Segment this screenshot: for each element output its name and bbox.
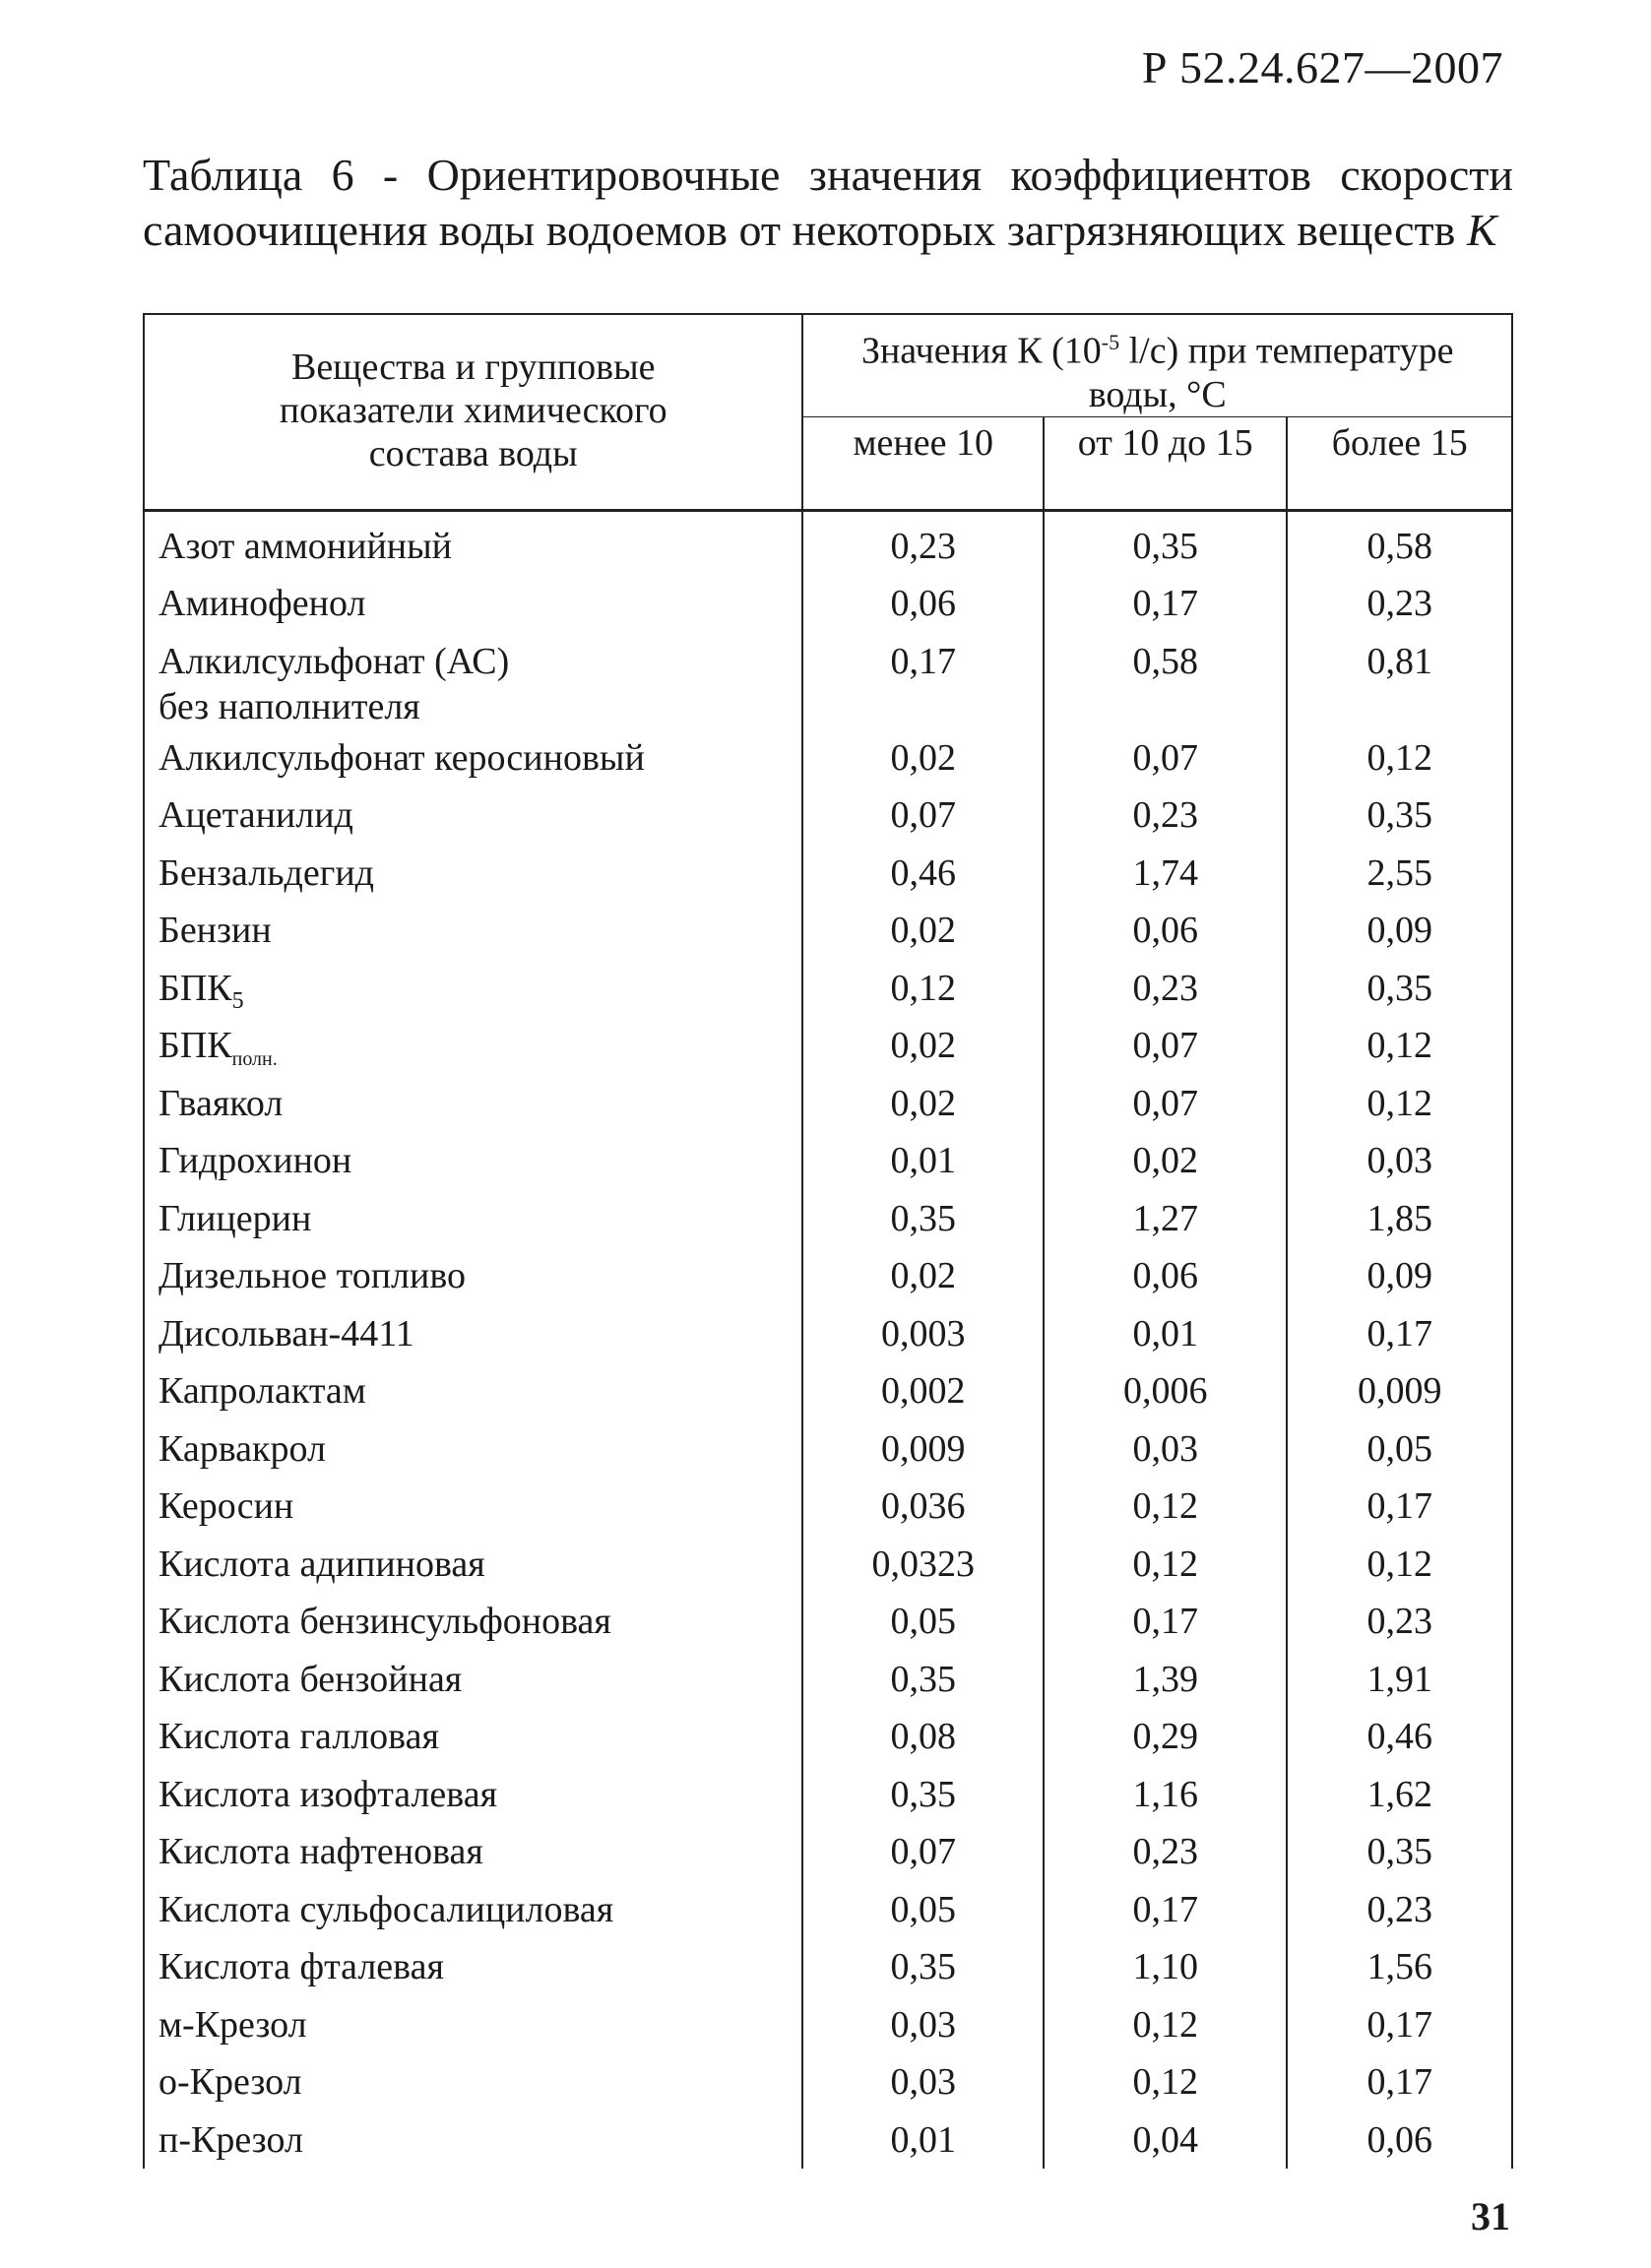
- value-below-10: 0,35: [802, 1766, 1044, 1824]
- value-above-15: 1,56: [1287, 1938, 1512, 1996]
- group-header-line-2: воды, °С: [1088, 373, 1227, 415]
- column-header-below-10: менее 10: [802, 416, 1044, 510]
- substance-name-text: Азот аммонийный: [159, 525, 453, 567]
- table-row: [144, 1305, 1512, 1363]
- table-row: [144, 1938, 1512, 1996]
- substance-name-subscript: полн.: [231, 1048, 278, 1071]
- value-below-10: 0,02: [802, 1247, 1044, 1305]
- substance-name: [144, 2111, 802, 2170]
- value-10-to-15: 0,12: [1044, 1536, 1287, 1594]
- value-above-15: 0,17: [1287, 1478, 1512, 1536]
- substance-name: [144, 633, 802, 729]
- substance-name-text: п-Крезол: [159, 2118, 303, 2161]
- value-below-10: 0,02: [802, 1075, 1044, 1133]
- value-below-10: 0,02: [802, 902, 1044, 960]
- value-10-to-15: 0,07: [1044, 1017, 1287, 1075]
- value-below-10: 0,002: [802, 1362, 1044, 1420]
- value-below-10: 0,05: [802, 1881, 1044, 1939]
- table-row: [144, 1823, 1512, 1881]
- value-10-to-15: 0,07: [1044, 729, 1287, 788]
- substance-name-text: Кислота изофталевая: [159, 1773, 498, 1815]
- value-10-to-15: 0,07: [1044, 1075, 1287, 1133]
- substance-name-text: Алкилсульфонат керосиновый: [159, 736, 645, 779]
- table-row: [144, 960, 1512, 1018]
- value-10-to-15: 0,12: [1044, 2053, 1287, 2111]
- table-row: [144, 1593, 1512, 1651]
- substance-name: [144, 1996, 802, 2054]
- document-code: Р 52.24.627—2007: [1141, 42, 1503, 93]
- value-above-15: 0,009: [1287, 1362, 1512, 1420]
- substance-name: [144, 1305, 802, 1363]
- value-10-to-15: 1,27: [1044, 1190, 1287, 1248]
- substance-name: [144, 787, 802, 845]
- substance-name-text: Кислота адипиновая: [159, 1543, 485, 1585]
- table-row: [144, 1766, 1512, 1824]
- substance-header-line-3: состава воды: [368, 433, 578, 475]
- group-header-text: Значения К (10: [860, 330, 1102, 372]
- substance-name-text: Аминофенол: [159, 583, 366, 625]
- value-below-10: 0,07: [802, 1823, 1044, 1881]
- value-10-to-15: 0,03: [1044, 1420, 1287, 1479]
- value-above-15: 0,35: [1287, 1823, 1512, 1881]
- value-below-10: 0,23: [802, 510, 1044, 575]
- table-row: [144, 902, 1512, 960]
- value-above-15: 1,85: [1287, 1190, 1512, 1248]
- substance-name-text: Гидрохинон: [159, 1140, 352, 1182]
- substance-name: [144, 1075, 802, 1133]
- value-above-15: 0,09: [1287, 1247, 1512, 1305]
- value-10-to-15: 0,12: [1044, 1996, 1287, 2054]
- value-above-15: 2,55: [1287, 845, 1512, 903]
- value-below-10: 0,08: [802, 1708, 1044, 1766]
- value-above-15: 0,12: [1287, 1017, 1512, 1075]
- value-10-to-15: 0,006: [1044, 1362, 1287, 1420]
- substance-name-text: Кислота бензойная: [159, 1658, 463, 1700]
- substance-name: [144, 510, 802, 575]
- table-row: [144, 2053, 1512, 2111]
- value-below-10: 0,02: [802, 729, 1044, 788]
- value-below-10: 0,02: [802, 1017, 1044, 1075]
- substance-name-text: Дисольван-4411: [159, 1312, 414, 1354]
- substance-name: [144, 729, 802, 788]
- table-row: [144, 729, 1512, 788]
- substance-name-text: м-Крезол: [159, 2003, 307, 2046]
- caption-symbol: K: [1466, 205, 1497, 255]
- value-10-to-15: 0,23: [1044, 960, 1287, 1018]
- value-below-10: 0,46: [802, 845, 1044, 903]
- value-below-10: 0,07: [802, 787, 1044, 845]
- value-10-to-15: 0,17: [1044, 1593, 1287, 1651]
- substance-name: [144, 1536, 802, 1594]
- values-group-header: [802, 314, 1512, 416]
- value-10-to-15: 0,17: [1044, 1881, 1287, 1939]
- value-above-15: 0,23: [1287, 1593, 1512, 1651]
- substance-name: [144, 960, 802, 1018]
- value-above-15: 0,12: [1287, 729, 1512, 788]
- value-10-to-15: 0,01: [1044, 1305, 1287, 1363]
- substance-name-text: Кислота галловая: [159, 1716, 439, 1758]
- value-above-15: 1,62: [1287, 1766, 1512, 1824]
- table-row: [144, 1075, 1512, 1133]
- value-10-to-15: 1,39: [1044, 1651, 1287, 1709]
- table-row: [144, 1881, 1512, 1939]
- table-row: [144, 1247, 1512, 1305]
- table-row: [144, 633, 1512, 729]
- value-below-10: 0,009: [802, 1420, 1044, 1479]
- value-10-to-15: 0,04: [1044, 2111, 1287, 2170]
- value-10-to-15: 0,12: [1044, 1478, 1287, 1536]
- substance-column-header: [144, 314, 802, 510]
- value-above-15: 0,12: [1287, 1536, 1512, 1594]
- substance-name-text: Бензин: [159, 910, 272, 952]
- value-10-to-15: 1,16: [1044, 1766, 1287, 1824]
- substance-name: [144, 1132, 802, 1190]
- substance-name-text: Карвакрол: [159, 1427, 326, 1470]
- value-above-15: 0,35: [1287, 787, 1512, 845]
- column-header-above-15: более 15: [1287, 416, 1512, 510]
- substance-name: [144, 1651, 802, 1709]
- substance-name-text: Керосин: [159, 1485, 294, 1528]
- value-below-10: 0,03: [802, 2053, 1044, 2111]
- value-above-15: 0,12: [1287, 1075, 1512, 1133]
- substance-name-text: Дизельное топливо: [159, 1255, 467, 1297]
- substance-name-text: Кислота бензинсульфоновая: [159, 1601, 611, 1643]
- table-row: [144, 1478, 1512, 1536]
- value-above-15: 0,17: [1287, 1305, 1512, 1363]
- table-row: [144, 1017, 1512, 1075]
- value-10-to-15: 0,17: [1044, 575, 1287, 633]
- substance-name: [144, 1938, 802, 1996]
- substance-name: [144, 1766, 802, 1824]
- substance-header-line-2: показатели химического: [279, 390, 667, 432]
- value-above-15: 0,23: [1287, 575, 1512, 633]
- value-above-15: 0,35: [1287, 960, 1512, 1018]
- value-below-10: 0,35: [802, 1190, 1044, 1248]
- table-row: [144, 1536, 1512, 1594]
- substance-name-text: Кислота сульфосалициловая: [159, 1888, 614, 1930]
- value-above-15: 0,17: [1287, 1996, 1512, 2054]
- substance-name: [144, 1420, 802, 1479]
- substance-name-text: Кислота нафтеновая: [159, 1831, 483, 1873]
- table-row: [144, 845, 1512, 903]
- column-header-10-to-15: от 10 до 15: [1044, 416, 1287, 510]
- value-below-10: 0,12: [802, 960, 1044, 1018]
- caption-line-2: [143, 203, 1513, 258]
- substance-name-line-2: без наполнителя: [159, 685, 420, 727]
- substance-name: [144, 1017, 802, 1075]
- value-10-to-15: 0,58: [1044, 633, 1287, 729]
- substance-name: [144, 2053, 802, 2111]
- value-above-15: 0,03: [1287, 1132, 1512, 1190]
- value-below-10: 0,036: [802, 1478, 1044, 1536]
- coefficients-table: [143, 313, 1513, 2169]
- table-row: [144, 1996, 1512, 2054]
- caption-line-2-text: самоочищения воды водоемов от некоторых загрязняющих веществ: [143, 205, 1456, 255]
- table-row: [144, 1190, 1512, 1248]
- value-below-10: 0,0323: [802, 1536, 1044, 1594]
- substance-name: [144, 1708, 802, 1766]
- table-caption: [143, 148, 1513, 258]
- value-10-to-15: 0,23: [1044, 787, 1287, 845]
- table-row: [144, 2111, 1512, 2170]
- substance-name-text: Кислота фталевая: [159, 1946, 444, 1988]
- substance-name-subscript: 5: [231, 987, 244, 1014]
- substance-name-text: Глицерин: [159, 1197, 312, 1239]
- value-above-15: 1,91: [1287, 1651, 1512, 1709]
- value-above-15: 0,81: [1287, 633, 1512, 729]
- value-10-to-15: 1,74: [1044, 845, 1287, 903]
- group-header-text-rest: l/с) при температуре: [1119, 330, 1454, 372]
- substance-name: [144, 1881, 802, 1939]
- substance-name: [144, 1247, 802, 1305]
- caption-line-1: Таблица 6 - Ориентировочные значения коэффициентов скорости: [143, 150, 1513, 200]
- substance-name: [144, 845, 802, 903]
- value-10-to-15: 0,35: [1044, 510, 1287, 575]
- value-below-10: 0,06: [802, 575, 1044, 633]
- value-below-10: 0,01: [802, 2111, 1044, 2170]
- value-below-10: 0,003: [802, 1305, 1044, 1363]
- table-row: [144, 575, 1512, 633]
- table-row: [144, 1651, 1512, 1709]
- value-below-10: 0,17: [802, 633, 1044, 729]
- page-number: 31: [1471, 2194, 1510, 2238]
- value-above-15: 0,58: [1287, 510, 1512, 575]
- substance-name: [144, 1478, 802, 1536]
- value-10-to-15: 0,02: [1044, 1132, 1287, 1190]
- substance-name: [144, 1593, 802, 1651]
- value-below-10: 0,03: [802, 1996, 1044, 2054]
- value-below-10: 0,01: [802, 1132, 1044, 1190]
- table-row: [144, 510, 1512, 575]
- value-10-to-15: 1,10: [1044, 1938, 1287, 1996]
- value-above-15: 0,06: [1287, 2111, 1512, 2170]
- substance-name: [144, 1823, 802, 1881]
- value-10-to-15: 0,06: [1044, 1247, 1287, 1305]
- substance-name-text: Ацетанилид: [159, 794, 353, 837]
- value-below-10: 0,05: [802, 1593, 1044, 1651]
- table-row: [144, 1708, 1512, 1766]
- value-below-10: 0,35: [802, 1938, 1044, 1996]
- substance-name-text: БПК: [159, 1025, 232, 1067]
- substance-name-text: Бензальдегид: [159, 851, 374, 894]
- substance-name-text: БПК: [159, 967, 232, 1009]
- value-above-15: 0,46: [1287, 1708, 1512, 1766]
- table-row: [144, 1362, 1512, 1420]
- value-10-to-15: 0,29: [1044, 1708, 1287, 1766]
- substance-header-line-1: Вещества и групповые: [290, 346, 656, 389]
- substance-name-text: о-Крезол: [159, 2061, 302, 2104]
- value-below-10: 0,35: [802, 1651, 1044, 1709]
- value-above-15: 0,23: [1287, 1881, 1512, 1939]
- value-above-15: 0,17: [1287, 2053, 1512, 2111]
- table-row: [144, 1132, 1512, 1190]
- substance-name-text: Гваякол: [159, 1082, 284, 1124]
- value-10-to-15: 0,06: [1044, 902, 1287, 960]
- group-header-exponent: -5: [1101, 330, 1120, 354]
- table-row: [144, 787, 1512, 845]
- substance-name: [144, 575, 802, 633]
- substance-name-text: Алкилсульфонат (АС): [159, 640, 510, 682]
- substance-name: [144, 1190, 802, 1248]
- value-above-15: 0,09: [1287, 902, 1512, 960]
- table-row: [144, 1420, 1512, 1479]
- value-10-to-15: 0,23: [1044, 1823, 1287, 1881]
- substance-name-text: Капролактам: [159, 1370, 366, 1413]
- substance-name: [144, 1362, 802, 1420]
- value-above-15: 0,05: [1287, 1420, 1512, 1479]
- substance-name: [144, 902, 802, 960]
